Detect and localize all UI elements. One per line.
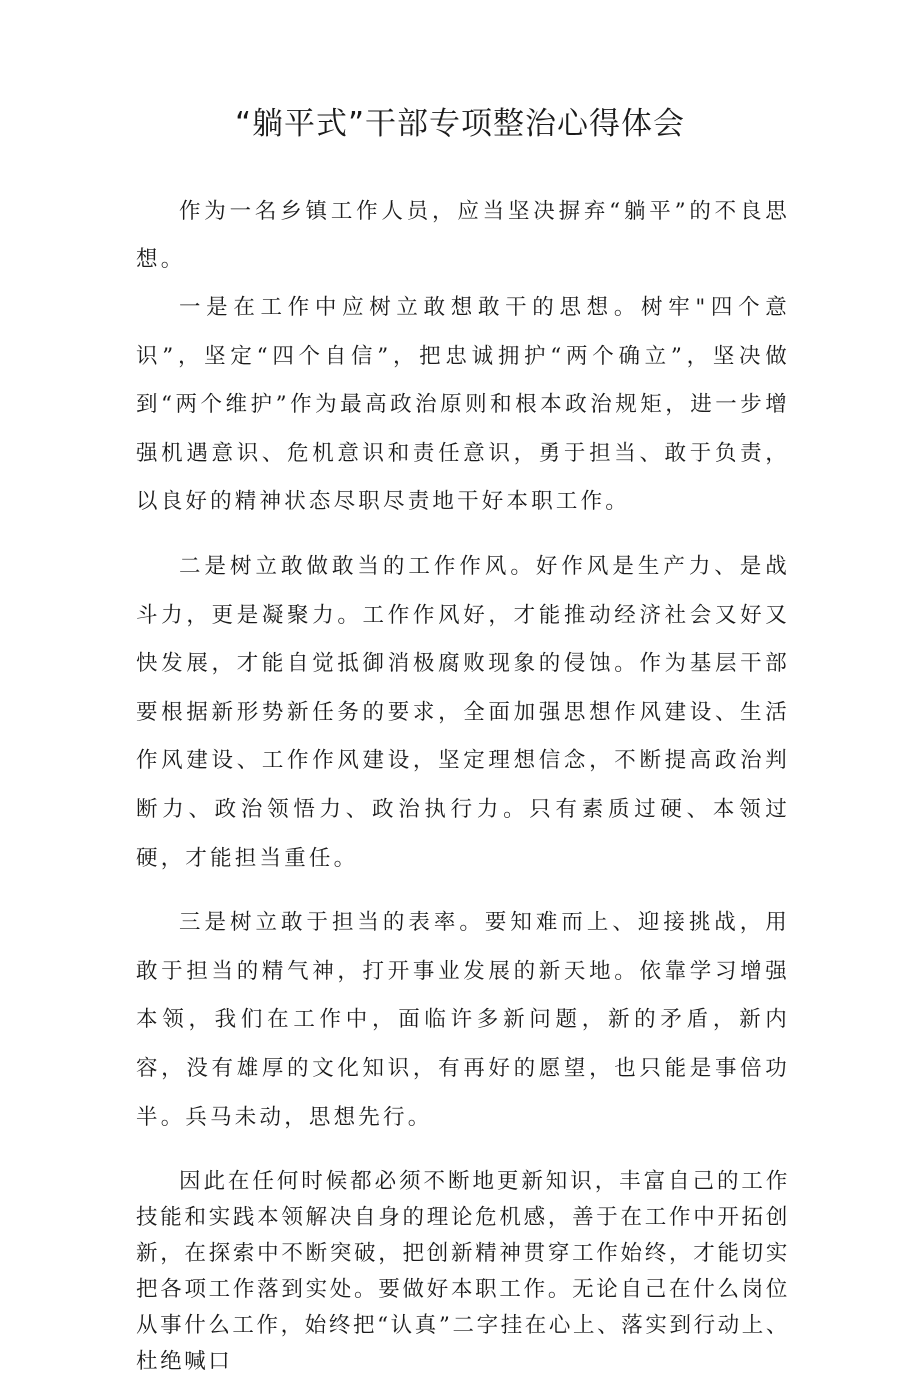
paragraph-point-one: 一是在工作中应树立敢想敢干的思想。树牢"四个意识”，坚定“四个自信”，把忠诚拥护“两个确立”，坚决做到“两个维护”作为最高政治原则和根本政治规矩，进一步增强机遇意识、危机意识和责任意识，勇于担当、敢于负责，以良好的精神状态尽职尽责地干好本职工作。 xyxy=(136,295,790,515)
document-title: “躺平式”干部专项整治心得体会 xyxy=(234,106,686,142)
paragraph-point-three: 三是树立敢于担当的表率。要知难而上、迎接挑战，用敢于担当的精气神，打开事业发展的新天地。依靠学习增强本领，我们在工作中，面临许多新问题，新的矛盾，新内容，没有雄厚的文化知识，有再好的愿望，也只能是事倍功半。兵马未动，思想先行。 xyxy=(136,910,790,1130)
paragraph-point-two: 二是树立敢做敢当的工作作风。好作风是生产力、是战斗力，更是凝聚力。工作作风好，才能推动经济社会又好又快发展，才能自觉抵御消极腐败现象的侵蚀。作为基层干部要根据新形势新任务的要求，全面加强思想作风建设、生活作风建设、工作作风建设，坚定理想信念，不断提高政治判断力、政治领悟力、政治执行力。只有素质过硬、本领过硬，才能担当重任。 xyxy=(136,553,790,871)
paragraph-intro: 作为一名乡镇工作人员，应当坚决摒弃“躺平”的不良思想。 xyxy=(136,199,790,272)
paragraph-conclusion: 因此在任何时候都必须不断地更新知识，丰富自己的工作技能和实践本领解决自身的理论危机感，善于在工作中开拓创新，在探索中不断突破，把创新精神贯穿工作始终，才能切实把各项工作落到实处。要做好本职工作。无论自己在什么岗位从事什么工作，始终把“认真”二字挂在心上、落实到行动上、杜绝喊口 xyxy=(136,1169,790,1375)
document-body xyxy=(136,188,790,1380)
